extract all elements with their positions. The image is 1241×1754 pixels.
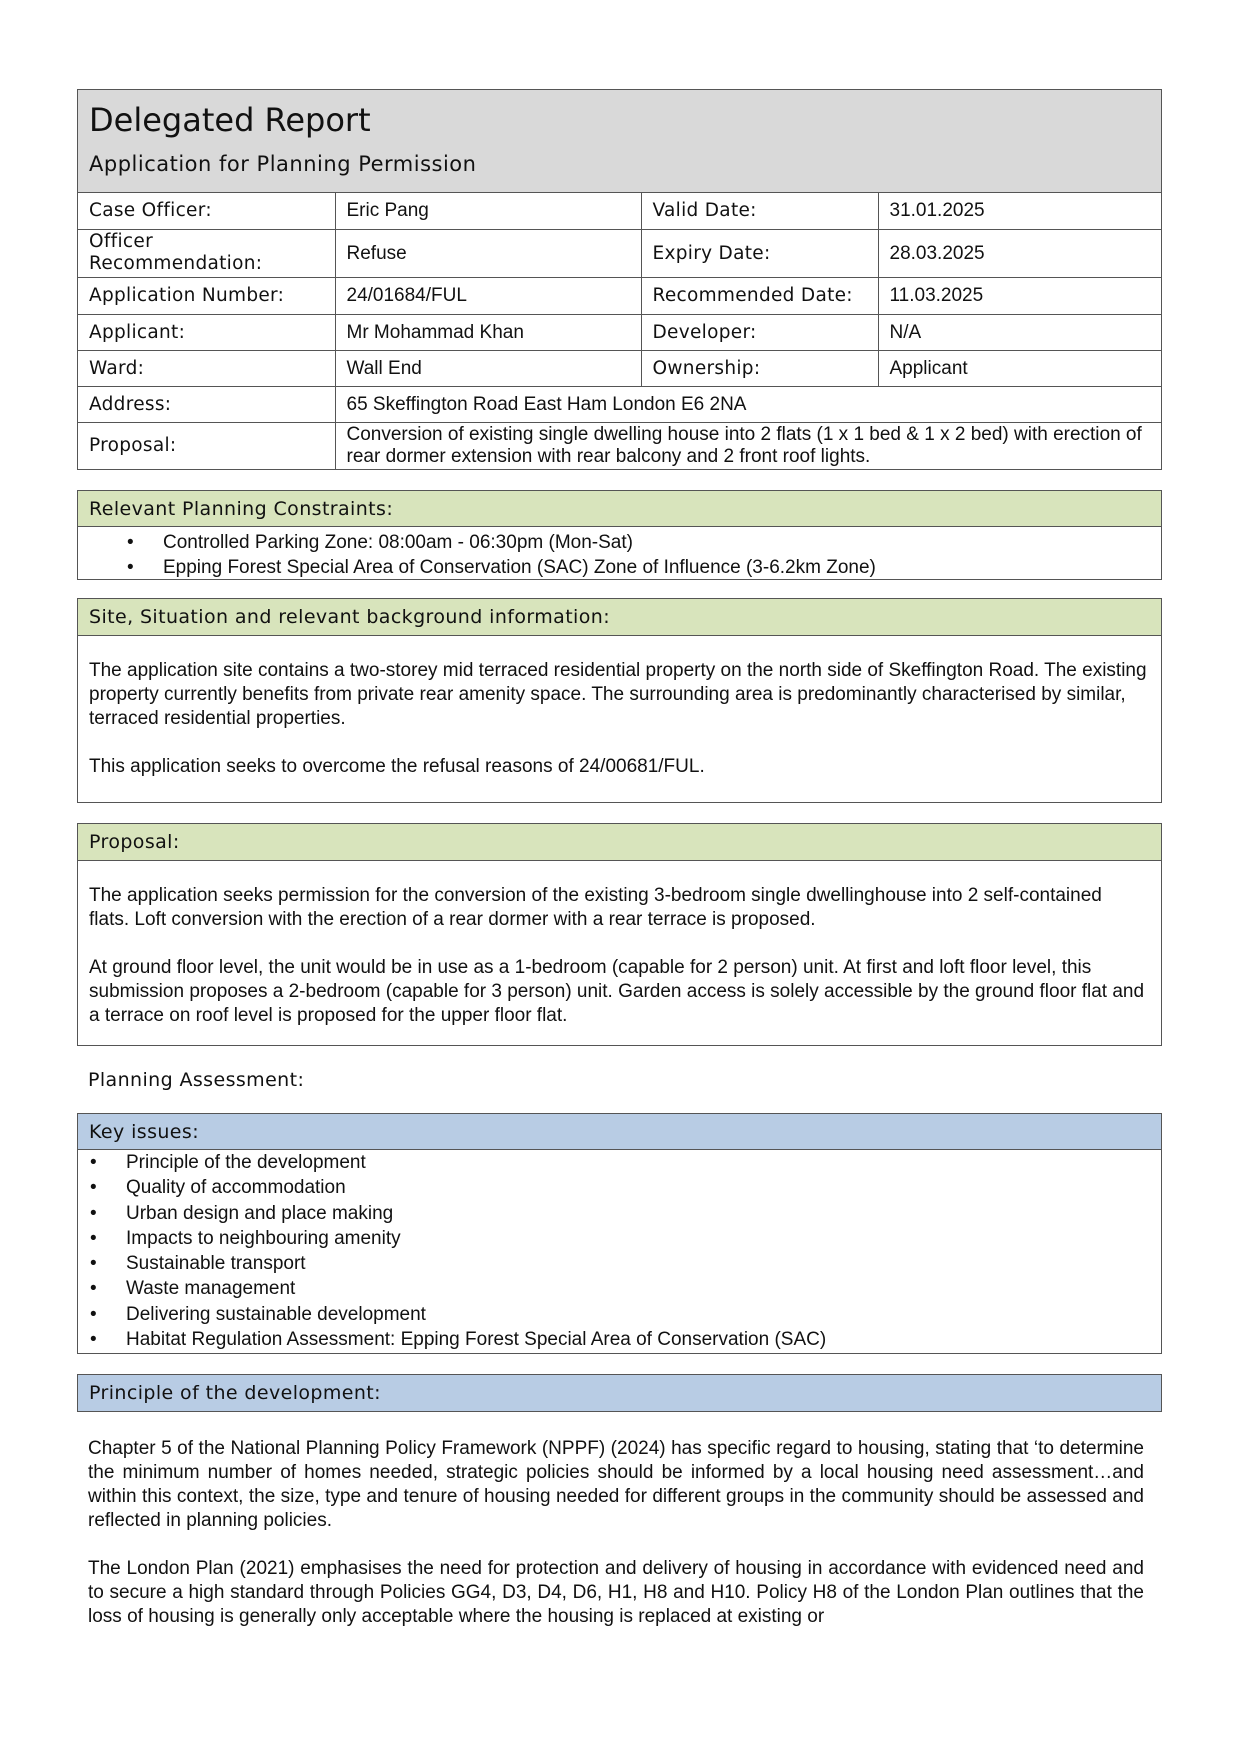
table-row: [78, 193, 1161, 229]
address-value: 65 Skeffington Road East Ham London E6 2NA: [335, 386, 1161, 422]
table-row: [78, 229, 1161, 277]
table-row: [78, 386, 1161, 422]
list-item: • Waste management: [90, 1278, 296, 1300]
case-officer-label: Case Officer:: [78, 193, 335, 229]
key-issue-text: Delivering sustainable development: [126, 1303, 426, 1325]
application-details-table: [78, 193, 1161, 469]
report-subtitle: Application for Planning Permission: [89, 152, 477, 176]
ward-label: Ward:: [78, 350, 335, 386]
proposal-box: [77, 823, 1162, 1046]
recommended-date-label: Recommended Date:: [641, 277, 878, 314]
expiry-date-label: Expiry Date:: [641, 229, 878, 277]
key-issue-text: Quality of accommodation: [126, 1177, 346, 1199]
proposal-label: Proposal:: [78, 422, 335, 469]
report-header-box: [77, 89, 1162, 470]
expiry-date-value: 28.03.2025: [878, 229, 1161, 277]
site-box: [77, 598, 1162, 803]
applicant-value: Mr Mohammad Khan: [335, 314, 641, 350]
key-issue-text: Sustainable transport: [126, 1253, 306, 1275]
constraint-text: Epping Forest Special Area of Conservation (SAC) Zone of Influence (3-6.2km Zone): [163, 557, 876, 579]
key-issues-box: [77, 1113, 1162, 1354]
key-issues-list: [78, 1150, 1161, 1352]
list-item: • Principle of the development: [90, 1152, 366, 1173]
valid-date-label: Valid Date:: [641, 193, 878, 229]
recommended-date-value: 11.03.2025: [878, 277, 1161, 314]
constraints-heading: Relevant Planning Constraints:: [78, 491, 1161, 527]
key-issue-text: Impacts to neighbouring amenity: [126, 1227, 401, 1249]
principle-paragraph: The London Plan (2021) emphasises the need for protection and delivery of housing in accordance with evidenced need and to secure a high standard through Policies GG4, D3, D4, D6, H1, H8 and H10. Policy H8 of the London Plan outlines that the loss of housing is generally only acceptable where the housing is replaced at existing or: [88, 1558, 1144, 1627]
list-item: • Urban design and place making: [90, 1202, 394, 1224]
proposal-value: Conversion of existing single dwelling house into 2 flats (1 x 1 bed & 1 x 2 bed) with erection of rear dormer extension with rear balcony and 2 front roof lights.: [335, 422, 1161, 469]
table-row: [78, 277, 1161, 314]
case-officer-value: Eric Pang: [335, 193, 641, 229]
application-number-label: Application Number:: [78, 277, 335, 314]
report-title: Delegated Report: [89, 101, 371, 139]
officer-recommendation-label: Officer Recommendation:: [78, 229, 335, 277]
ownership-label: Ownership:: [641, 350, 878, 386]
table-row: [78, 314, 1161, 350]
key-issue-text: Urban design and place making: [126, 1202, 394, 1224]
ward-value: Wall End: [335, 350, 641, 386]
valid-date-value: 31.01.2025: [878, 193, 1161, 229]
planning-assessment-heading: Planning Assessment:: [88, 1069, 305, 1091]
ownership-value: Applicant: [878, 350, 1161, 386]
proposal-paragraph: At ground floor level, the unit would be in use as a 1-bedroom (capable for 2 person) unit. At first and loft floor level, this submission proposes a 2-bedroom (capable for 3 person) unit. Garden access is solely accessible by the ground floor flat and a terrace on roof level is proposed for the upper floor flat.: [89, 957, 1145, 1026]
principle-paragraph: Chapter 5 of the National Planning Policy Framework (NPPF) (2024) has specific regard to housing, stating that ‘to determine the minimum number of homes needed, strategic policies should be informed by a local housing need assessment…and within this context, the size, type and tenure of housing needed for different groups in the community should be assessed and reflected in planning policies.: [88, 1438, 1144, 1531]
constraints-list: [78, 527, 1161, 581]
list-item: • Delivering sustainable development: [90, 1303, 426, 1325]
list-item: • Sustainable transport: [90, 1253, 306, 1275]
proposal-heading: Proposal:: [78, 824, 1161, 861]
officer-recommendation-value: Refuse: [335, 229, 641, 277]
list-item: • Epping Forest Special Area of Conservation (SAC) Zone of Influence (3-6.2km Zone): [127, 557, 876, 579]
site-paragraph: The application site contains a two-storey mid terraced residential property on the north side of Skeffington Road. The existing property currently benefits from private rear amenity space. The surrounding area is predominantly characterised by similar, terraced residential properties.: [89, 660, 1147, 729]
address-label: Address:: [78, 386, 335, 422]
list-item: • Impacts to neighbouring amenity: [90, 1227, 401, 1249]
list-item: • Quality of accommodation: [90, 1177, 346, 1199]
key-issues-heading: Key issues:: [78, 1114, 1161, 1150]
key-issue-text: Waste management: [126, 1278, 296, 1300]
constraints-box: [77, 490, 1162, 580]
constraint-text: Controlled Parking Zone: 08:00am - 06:30pm (Mon-Sat): [163, 532, 633, 553]
report-title-band: [78, 90, 1161, 193]
developer-label: Developer:: [641, 314, 878, 350]
application-number-value: 24/01684/FUL: [335, 277, 641, 314]
key-issue-text: Principle of the development: [126, 1152, 366, 1173]
key-issue-text: Habitat Regulation Assessment: Epping Forest Special Area of Conservation (SAC): [126, 1329, 827, 1351]
table-row: [78, 350, 1161, 386]
site-heading: Site, Situation and relevant background information:: [78, 599, 1161, 636]
principle-heading-box: [77, 1374, 1162, 1412]
site-paragraph: This application seeks to overcome the refusal reasons of 24/00681/FUL.: [89, 756, 705, 777]
principle-heading: Principle of the development:: [78, 1375, 1161, 1411]
applicant-label: Applicant:: [78, 314, 335, 350]
list-item: • Controlled Parking Zone: 08:00am - 06:30pm (Mon-Sat): [127, 532, 633, 553]
developer-value: N/A: [878, 314, 1161, 350]
proposal-paragraph: The application seeks permission for the conversion of the existing 3-bedroom single dwellinghouse into 2 self-contained flats. Loft conversion with the erection of a rear dormer with a rear terrace is proposed.: [89, 885, 1102, 930]
principle-body: [88, 1437, 1144, 1629]
table-row: [78, 422, 1161, 469]
list-item: • Habitat Regulation Assessment: Epping Forest Special Area of Conservation (SAC): [90, 1329, 827, 1351]
